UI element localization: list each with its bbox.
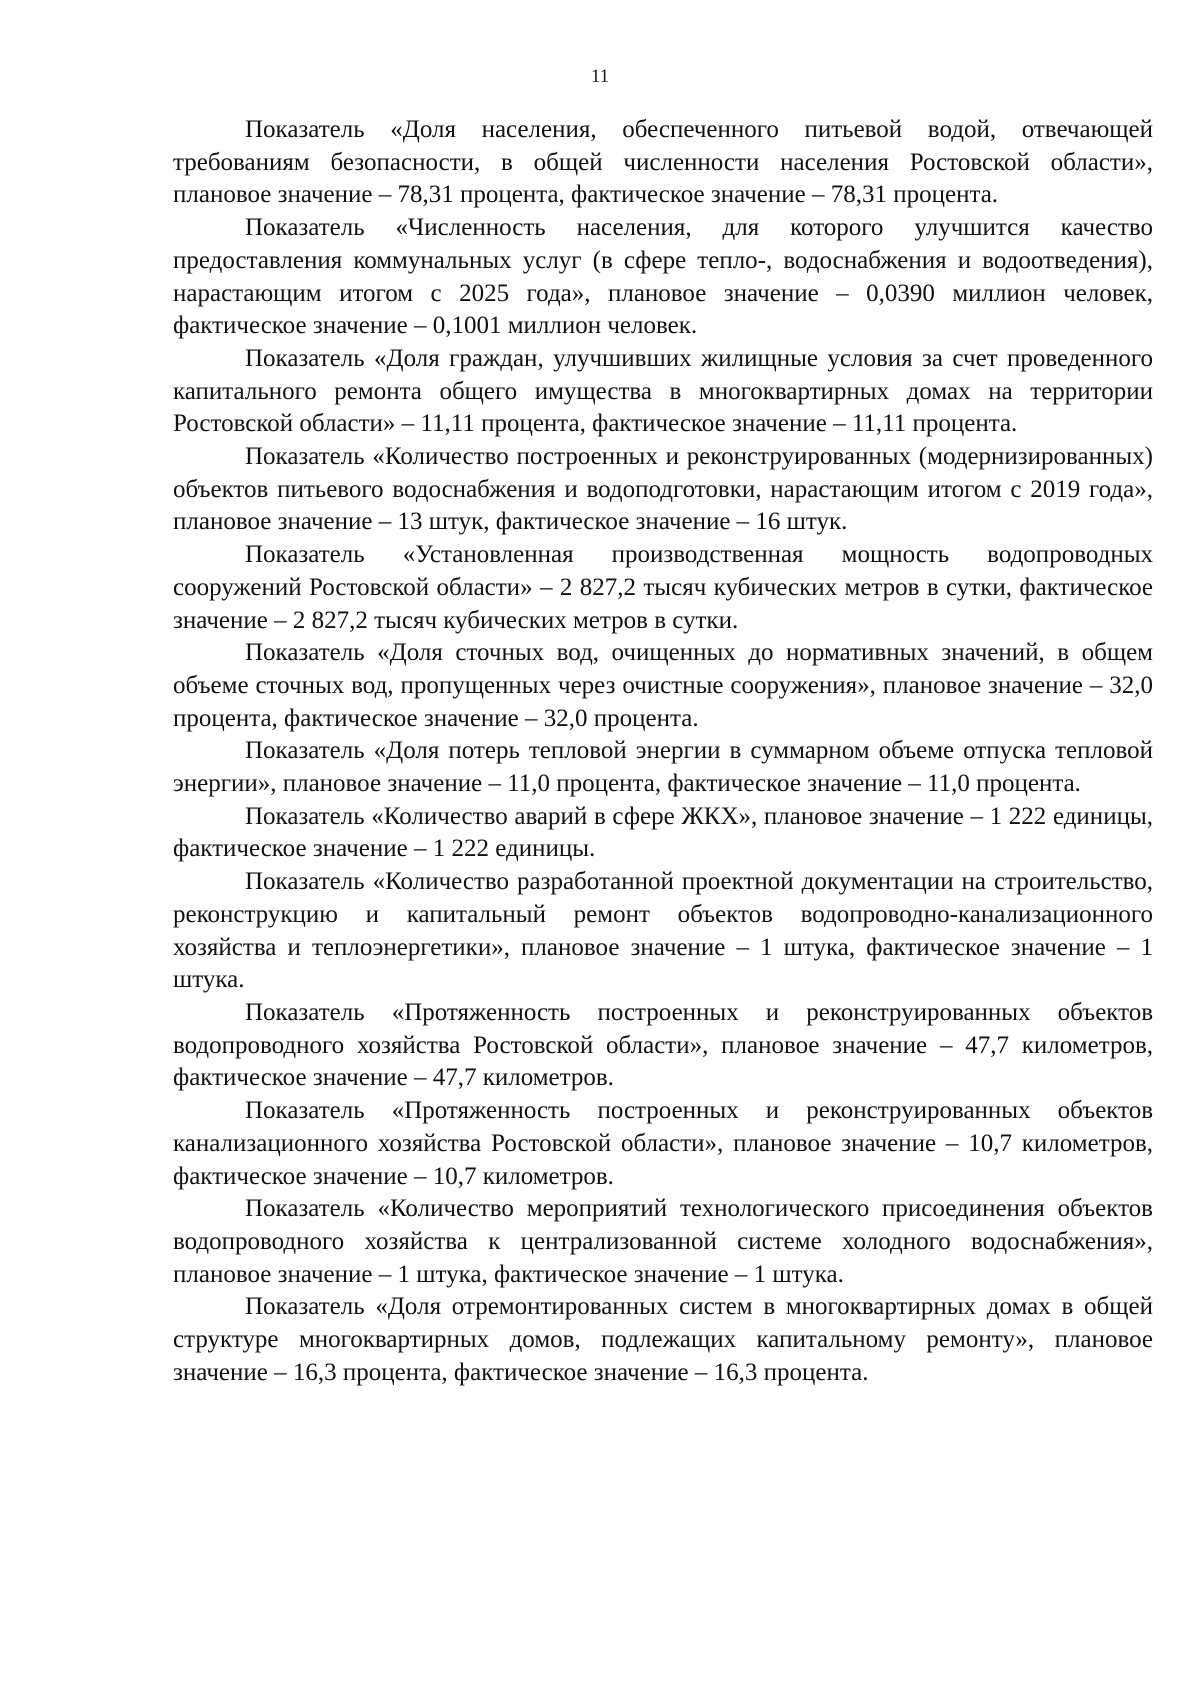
paragraph-water-facilities-count: Показатель «Количество построенных и реконструированных (модернизированных) объектов питьевого водоснабжения и водоподготовки, нарастающим итогом с 2019 года», плановое значение – 13 штук, фактическое значение – 16 штук. (173, 443, 1153, 536)
paragraph-water-capacity: Показатель «Установленная производственная мощность водопроводных сооружений Ростовской области» – 2 827,2 тысяч кубических метров в сутки, фактическое значение – 2 827,2 тысяч кубических метров в сутки. (173, 541, 1153, 634)
paragraph-repaired-systems-share: Показатель «Доля отремонтированных систем в многоквартирных домах в общей структуре многоквартирных домов, подлежащих капитальному ремонту», плановое значение – 16,3 процента, фактическое значение – 16,3 процента. (173, 1293, 1153, 1386)
paragraph-housing-conditions-share: Показатель «Доля граждан, улучшивших жилищные условия за счет проведенного капитального ремонта общего имущества в многоквартирных домах на территории Ростовской области» – 11,11 процента, фактическое значение – 11,11 процента. (173, 344, 1153, 438)
paragraph-connection-measures-count: Показатель «Количество мероприятий технологического присоединения объектов водопроводного хозяйства к централизованной системе холодного водоснабжения», плановое значение – 1 штука, фактическое значение – 1 штука. (173, 1195, 1153, 1288)
paragraph-sewer-network-length: Показатель «Протяженность построенных и реконструированных объектов канализационного хозяйства Ростовской области», плановое значение – 10,7 километров, фактическое значение – 10,7 километров. (173, 1097, 1153, 1190)
paragraph-housing-accidents-count: Показатель «Количество аварий в сфере ЖКХ», плановое значение – 1 222 единицы, фактическое значение – 1 222 единицы. (173, 802, 1153, 863)
paragraph-water-network-length: Показатель «Протяженность построенных и реконструированных объектов водопроводного хозяйства Ростовской области», плановое значение – 47,7 километров, фактическое значение – 47,7 километров. (173, 998, 1153, 1092)
paragraph-population-utility-quality: Показатель «Численность населения, для которого улучшится качество предоставления коммунальных услуг (в сфере тепло-, водоснабжения и водоотведения), нарастающим итогом с 2025 года», плановое значение – 0,0390 миллион человек, фактическое значение – 0,1001 миллион человек. (173, 214, 1153, 340)
paragraph-heat-loss-share: Показатель «Доля потерь тепловой энергии в суммарном объеме отпуска тепловой энергии», плановое значение – 11,0 процента, фактическое значение – 11,0 процента. (173, 737, 1153, 798)
paragraph-drinking-water-share: Показатель «Доля населения, обеспеченного питьевой водой, отвечающей требованиям безопасности, в общей численности населения Ростовской области», плановое значение – 78,31 процента, фактическое значение – 78,31 процента. (173, 116, 1153, 209)
document-body (173, 114, 1153, 1389)
paragraph-wastewater-treated-share: Показатель «Доля сточных вод, очищенных до нормативных значений, в общем объеме сточных вод, пропущенных через очистные сооружения», плановое значение – 32,0 процента, фактическое значение – 32,0 процента. (173, 639, 1153, 732)
paragraph-design-documentation-count: Показатель «Количество разработанной проектной документации на строительство, реконструкцию и капитальный ремонт объектов водопроводно-канализационного хозяйства и теплоэнергетики», плановое значение – 1 штука, фактическое значение – 1 штука. (173, 868, 1153, 994)
page-number: 11 (590, 66, 610, 87)
